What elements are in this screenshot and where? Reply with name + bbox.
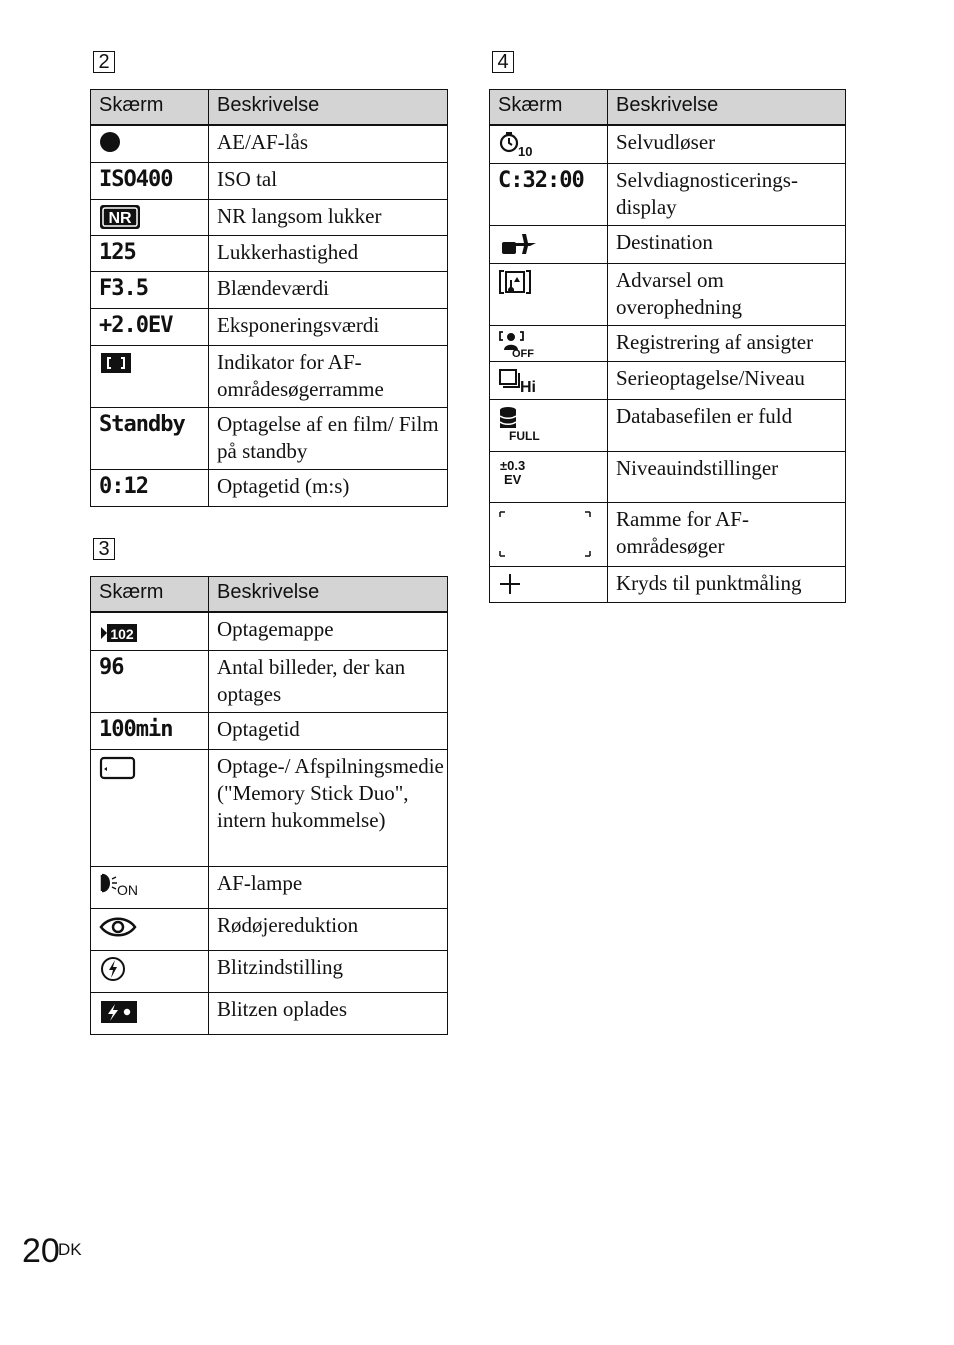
table-row bbox=[490, 502, 846, 566]
table-row bbox=[91, 950, 448, 992]
row-description: AF-lampe bbox=[209, 866, 448, 908]
recording-time-value: 0:12 bbox=[99, 473, 148, 499]
row-description: Serieoptagelse/Niveau bbox=[608, 361, 846, 399]
col-header-description: Beskrivelse bbox=[209, 577, 448, 613]
page-number: 20 bbox=[22, 1232, 60, 1270]
row-description: Kryds til punktmåling bbox=[608, 566, 846, 602]
display-table-4 bbox=[489, 89, 846, 603]
row-description: Optage-/ Afspilningsmedie ("Memory Stick Duo", intern hukommelse) bbox=[209, 749, 448, 866]
table-row bbox=[91, 407, 448, 469]
table-row bbox=[91, 125, 448, 162]
row-description: Ramme for AF-områdesøger bbox=[608, 502, 846, 566]
nr-icon bbox=[99, 204, 141, 230]
row-description: AE/AF-lås bbox=[209, 125, 448, 162]
table-row bbox=[490, 225, 846, 263]
folder-number: 102 bbox=[110, 626, 134, 642]
level-ev-icon bbox=[498, 456, 542, 490]
self-timer-icon bbox=[498, 130, 538, 158]
table-row bbox=[490, 263, 846, 325]
row-description: Advarsel om overophedning bbox=[608, 263, 846, 325]
table-row bbox=[91, 749, 448, 866]
section-2-label: 2 bbox=[93, 51, 115, 73]
destination-plane-icon bbox=[498, 230, 540, 258]
table-row bbox=[91, 992, 448, 1034]
col-header-description: Beskrivelse bbox=[209, 90, 448, 126]
row-description: Optagetid bbox=[209, 712, 448, 749]
row-description: Rødøjereduktion bbox=[209, 908, 448, 950]
database-full-icon bbox=[498, 404, 544, 442]
section-4-label: 4 bbox=[492, 51, 514, 73]
row-description: Niveauindstillinger bbox=[608, 451, 846, 502]
table-row bbox=[91, 345, 448, 407]
memory-card-icon bbox=[99, 754, 137, 782]
row-description: Indikator for AF-områdesøgerramme bbox=[209, 345, 448, 407]
level-value-text: ±0.3 bbox=[500, 457, 526, 473]
ae-af-lock-dot-icon bbox=[99, 130, 123, 154]
row-description: Destination bbox=[608, 225, 846, 263]
table-row bbox=[91, 866, 448, 908]
overheat-warning-icon bbox=[498, 268, 532, 296]
row-description: Antal billeder, der kan optages bbox=[209, 650, 448, 712]
table-row bbox=[91, 199, 448, 235]
af-range-frame-icon bbox=[490, 503, 606, 565]
row-description: Lukkerhastighed bbox=[209, 235, 448, 271]
self-diagnosis-code: C:32:00 bbox=[498, 167, 584, 193]
shutter-speed-value: 125 bbox=[99, 239, 136, 265]
recording-time-value: 100min bbox=[99, 716, 173, 742]
svg-text:NR: NR bbox=[108, 209, 132, 227]
exposure-value: +2.0EV bbox=[99, 312, 173, 338]
table-row bbox=[490, 399, 846, 451]
table-row bbox=[91, 612, 448, 650]
table-row bbox=[490, 325, 846, 361]
red-eye-icon bbox=[99, 913, 139, 941]
af-lamp-on-text: ON bbox=[117, 881, 138, 897]
row-description: Databasefilen er fuld bbox=[608, 399, 846, 451]
movie-standby-status: Standby bbox=[99, 411, 185, 437]
row-description: Registrering af ansigter bbox=[608, 325, 846, 361]
af-lamp-icon bbox=[99, 871, 145, 897]
table-row bbox=[91, 235, 448, 271]
burst-level-text: Hi bbox=[520, 378, 536, 394]
section-3-label: 3 bbox=[93, 538, 115, 560]
col-header-display: Skærm bbox=[91, 90, 209, 126]
spot-cross-icon bbox=[498, 571, 528, 597]
af-frame-indicator-icon bbox=[99, 350, 133, 374]
row-description: Blændeværdi bbox=[209, 271, 448, 308]
flash-mode-icon bbox=[99, 955, 129, 983]
row-description: Blitzindstilling bbox=[209, 950, 448, 992]
table-row bbox=[490, 566, 846, 602]
table-row bbox=[490, 163, 846, 225]
level-ev-text: EV bbox=[504, 471, 522, 487]
table-row bbox=[91, 162, 448, 199]
table-row bbox=[490, 361, 846, 399]
table-row bbox=[91, 469, 448, 506]
row-description: Selvdiagnosticerings-display bbox=[608, 163, 846, 225]
table-row bbox=[91, 908, 448, 950]
row-description: Optagetid (m:s) bbox=[209, 469, 448, 506]
row-description: Eksponeringsværdi bbox=[209, 308, 448, 345]
database-full-text: FULL bbox=[509, 428, 540, 442]
table-row bbox=[490, 451, 846, 502]
burst-hi-icon bbox=[498, 366, 542, 394]
row-description: Optagemappe bbox=[209, 612, 448, 650]
col-header-display: Skærm bbox=[490, 90, 608, 126]
row-description: ISO tal bbox=[209, 162, 448, 199]
col-header-description: Beskrivelse bbox=[608, 90, 846, 126]
face-detection-off-text: OFF bbox=[512, 347, 534, 358]
iso-value: ISO400 bbox=[99, 166, 173, 192]
table-row bbox=[91, 271, 448, 308]
table-row bbox=[91, 308, 448, 345]
row-description: NR langsom lukker bbox=[209, 199, 448, 235]
face-detection-off-icon bbox=[498, 330, 540, 358]
aperture-value: F3.5 bbox=[99, 275, 148, 301]
display-table-2 bbox=[90, 89, 448, 507]
row-description: Blitzen oplades bbox=[209, 992, 448, 1034]
display-table-3 bbox=[90, 576, 448, 1035]
row-description: Selvudløser bbox=[608, 125, 846, 163]
col-header-display: Skærm bbox=[91, 577, 209, 613]
table-row bbox=[91, 650, 448, 712]
folder-102-icon bbox=[99, 617, 139, 643]
table-row bbox=[91, 712, 448, 749]
flash-charging-icon bbox=[99, 997, 139, 1025]
self-timer-seconds: 10 bbox=[518, 144, 533, 158]
table-row bbox=[490, 125, 846, 163]
remaining-images-value: 96 bbox=[99, 654, 124, 680]
row-description: Optagelse af en film/ Film på standby bbox=[209, 407, 448, 469]
page-language-code: DK bbox=[58, 1240, 82, 1259]
